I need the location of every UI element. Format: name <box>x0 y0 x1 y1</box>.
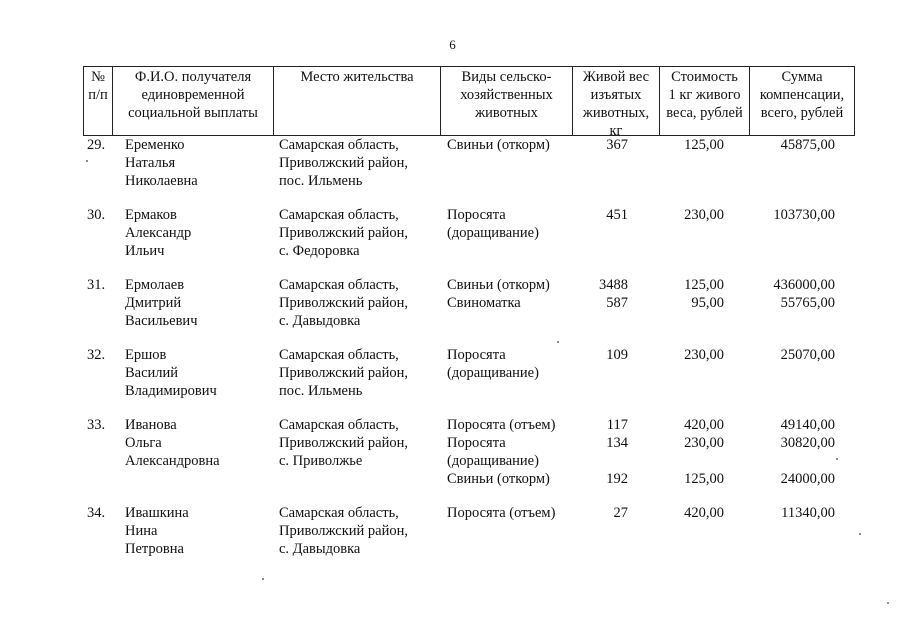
animal-type: Свиньи (откорм) <box>447 137 550 153</box>
recipient-name: Иванова Ольга Александровна <box>125 417 220 469</box>
header-sum: Сумма компенсации, всего, рублей <box>759 69 845 121</box>
table-row <box>0 206 905 276</box>
animal-type: Поросята (доращивание) <box>447 347 539 381</box>
table-row <box>0 136 905 206</box>
live-weight: 109 <box>606 347 628 363</box>
animal-type: Поросята (отъем) Поросята (доращивание) Свиньи (откорм) <box>447 417 556 487</box>
live-weight: 117 134 192 <box>606 417 628 487</box>
scan-speck <box>836 458 838 460</box>
row-num: 33. <box>87 417 106 433</box>
recipient-name: Еременко Наталья Николаевна <box>125 137 198 189</box>
live-weight: 367 <box>606 137 628 153</box>
scan-speck <box>262 578 264 580</box>
recipient-name: Ивашкина Нина Петровна <box>125 505 189 557</box>
recipient-name: Ермаков Александр Ильич <box>125 207 192 259</box>
table-row <box>0 416 905 504</box>
compensation-sum: 436000,00 55765,00 <box>773 277 835 311</box>
recipient-name: Ермолаев Дмитрий Васильевич <box>125 277 198 329</box>
compensation-sum: 11340,00 <box>781 505 835 521</box>
table-row <box>0 276 905 346</box>
header-price: Стоимость 1 кг живого веса, рублей <box>666 69 743 121</box>
header-weight: Живой вес изъятых животных, кг <box>582 69 650 139</box>
price-per-kg: 125,00 95,00 <box>684 277 724 311</box>
price-per-kg: 125,00 <box>684 137 724 153</box>
row-num: 34. <box>87 505 106 521</box>
animal-type: Поросята (доращивание) <box>447 207 539 241</box>
animal-type: Поросята (отъем) <box>447 505 556 521</box>
header-animals: Виды сельско- хозяйственных животных <box>460 69 553 121</box>
header-name: Ф.И.О. получателя единовременной социальной выплаты <box>128 69 258 121</box>
residence: Самарская область, Приволжский район, с. Приволжье <box>279 417 408 469</box>
page-number: 6 <box>449 37 456 52</box>
scan-speck <box>86 160 88 162</box>
header-num: № п/п <box>88 69 108 103</box>
scan-speck <box>557 341 559 343</box>
animal-type: Свиньи (откорм) Свиноматка <box>447 277 550 311</box>
compensation-sum: 45875,00 <box>780 137 835 153</box>
price-per-kg: 420,00 230,00 125,00 <box>684 417 724 487</box>
table-body <box>0 136 905 574</box>
residence: Самарская область, Приволжский район, с. Федоровка <box>279 207 408 259</box>
row-num: 32. <box>87 347 106 363</box>
scan-speck <box>859 533 861 535</box>
live-weight: 3488 587 <box>599 277 628 311</box>
row-num: 29. <box>87 137 106 153</box>
price-per-kg: 420,00 <box>684 505 724 521</box>
table-row <box>0 504 905 574</box>
compensation-sum: 25070,00 <box>780 347 835 363</box>
row-num: 30. <box>87 207 106 223</box>
row-num: 31. <box>87 277 106 293</box>
residence: Самарская область, Приволжский район, пос. Ильмень <box>279 347 408 399</box>
price-per-kg: 230,00 <box>684 347 724 363</box>
residence: Самарская область, Приволжский район, пос. Ильмень <box>279 137 408 189</box>
live-weight: 451 <box>606 207 628 223</box>
scan-speck <box>887 602 889 604</box>
recipient-name: Ершов Василий Владимирович <box>125 347 217 399</box>
live-weight: 27 <box>613 505 628 521</box>
residence: Самарская область, Приволжский район, с. Давыдовка <box>279 277 408 329</box>
table-header <box>83 66 855 139</box>
residence: Самарская область, Приволжский район, с. Давыдовка <box>279 505 408 557</box>
price-per-kg: 230,00 <box>684 207 724 223</box>
compensation-sum: 103730,00 <box>773 207 835 223</box>
table-row <box>0 346 905 416</box>
compensation-sum: 49140,00 30820,00 24000,00 <box>780 417 835 487</box>
header-address: Место жительства <box>300 69 414 85</box>
